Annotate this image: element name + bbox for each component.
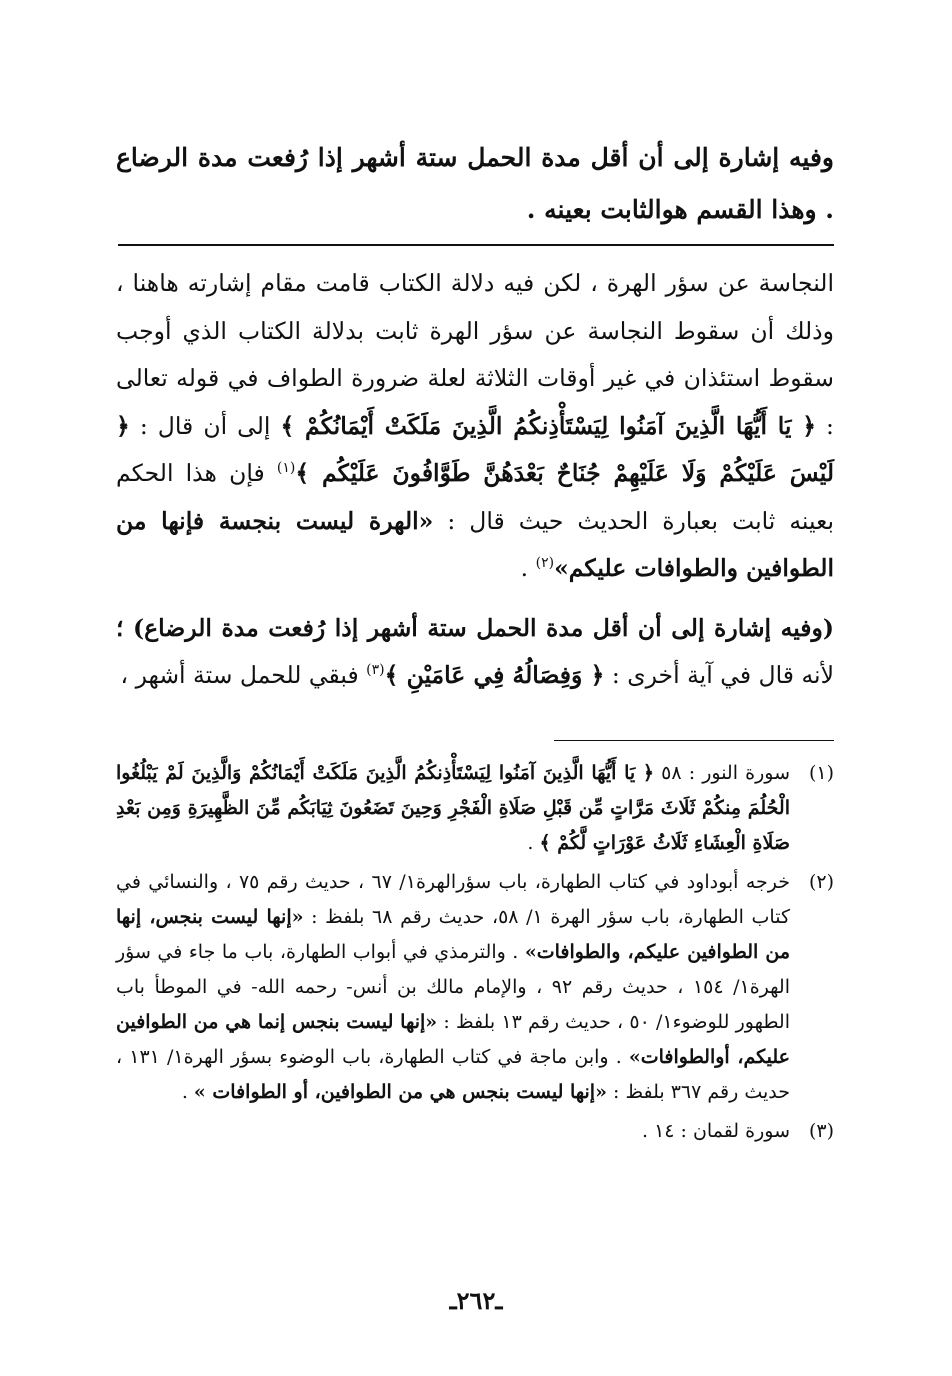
footnote-ref: (١): [276, 460, 296, 477]
hadith-quote: «إنها ليست بنجس إنما هي من الطوافين عليكم، أوالطوافات»: [116, 1011, 790, 1068]
footnote-number: (٢): [808, 871, 834, 893]
footnote-number: (١): [808, 762, 834, 784]
main-text-content: وفيه إشارة إلى أن أقل مدة الحمل ستة أشهر إذا رُفعت مدة الرضاع . وهذا القسم هوالثابت بعينه .: [116, 143, 834, 224]
footnote-text: .: [527, 832, 540, 854]
commentary-text: إلى أن قال :: [129, 411, 281, 440]
commentary-text: فإن هذا الحكم بعينه ثابت بعبارة الحديث حيث قال :: [116, 459, 834, 535]
footnote-text: خرجه أبوداود في كتاب الطهارة، باب سؤرالهرة١/ ٦٧ ، حديث رقم ٧٥ ، والنسائي في كتاب الطهارة، باب سؤر الهرة ١/ ٥٨، حديث رقم ٦٨ بلفظ :: [116, 871, 790, 928]
matn-quote: (وفيه إشارة إلى أن أقل مدة الحمل ستة أشهر إذا رُفعت مدة الرضاع) ؛: [116, 613, 834, 642]
footnote-1: [116, 756, 834, 861]
footnote-2: [116, 865, 834, 1110]
commentary: [116, 260, 834, 700]
commentary-paragraph-1: [116, 260, 834, 593]
quran-verse: ﴿ يَا أَيُّهَا الَّذِينَ آمَنُوا لِيَسْتَأْذِنكُمُ الَّذِينَ مَلَكَتْ أَيْمَانُكُمْ ﴾: [280, 411, 816, 440]
footnote-text: سورة لقمان : ١٤ .: [641, 1120, 790, 1142]
commentary-text: .: [520, 554, 536, 582]
footnote-text: . وابن ماجة في كتاب الطهارة، باب الوضوء بسؤر الهرة١/ ١٣١ ، حديث رقم ٣٦٧ بلفظ :: [116, 1046, 790, 1103]
footnote-text: سورة النور : ٥٨: [654, 762, 790, 784]
commentary-text: فبقي للحمل ستة أشهر ،: [120, 661, 367, 689]
footnote-text: .: [181, 1081, 194, 1103]
text-separator-line: [118, 244, 834, 246]
commentary-text: لأنه قال في آية أخرى :: [604, 661, 834, 689]
quran-verse: ﴿ يَا أَيُّهَا الَّذِينَ آمَنُوا لِيَسْتَأْذِنكُمُ الَّذِينَ مَلَكَتْ أَيْمَانُكُمْ وَالَّذِينَ لَمْ يَبْلُغُوا الْحُلُمَ مِنكُمْ ثَلَاثَ مَرَّاتٍ مِّن قَبْلِ صَلَاةِ الْفَجْرِ وَحِينَ تَضَعُونَ ثِيَابَكُم مِّنَ الظَّهِيرَةِ وَمِن بَعْدِ صَلَاةِ الْعِشَاءِ ثَلَاثُ عَوْرَاتٍ لَّكُمْ ﴾: [116, 762, 790, 854]
main-text: [116, 132, 834, 236]
footnote-number: (٣): [808, 1120, 834, 1142]
footnote-ref: (٢): [535, 555, 555, 572]
commentary-paragraph-2: [116, 605, 834, 700]
quran-verse: ﴿ لَيْسَ عَلَيْكُمْ وَلَا عَلَيْهِمْ جُنَاحٌ بَعْدَهُنَّ طَوَّافُونَ عَلَيْكُم ﴾: [116, 411, 834, 487]
footnotes: [116, 756, 834, 1153]
footnote-3: [116, 1114, 834, 1149]
quran-verse: ﴿ وَفِصَالُهُ فِي عَامَيْنِ ﴾: [384, 661, 605, 689]
footnote-text: . والترمذي في أبواب الطهارة، باب ما جاء في سؤر الهرة١/ ١٥٤ ، حديث رقم ٩٢ ، والإمام مالك بن أنس- رحمه الله- في الموطأ باب الطهور للوضوء١/ ٥٠ ، حديث رقم ١٣ بلفظ :: [116, 941, 790, 1033]
footnote-ref: (٣): [366, 662, 385, 679]
page-number: ـ٢٦٢ـ: [449, 1286, 503, 1315]
commentary-text: النجاسة عن سؤر الهرة ، لكن فيه دلالة الكتاب قامت مقام إشارته هاهنا ، وذلك أن سقوط النجاسة عن سؤر الهرة ثابت بدلالة الكتاب الذي أوجب سقوط استئذان في غير أوقات الثلاثة لعلة ضرورة الطواف في قوله تعالى :: [116, 269, 834, 440]
hadith-quote: «الهرة ليست بنجسة فإنها من الطوافين والطوافات عليكم»: [116, 506, 834, 582]
hadith-quote: «إنها ليست بنجس هي من الطوافين، أو الطوافات »: [193, 1081, 607, 1103]
hadith-quote: «إنها ليست بنجس، إنها من الطوافين عليكم، والطوافات»: [116, 906, 790, 963]
footnote-separator-line: [554, 740, 834, 741]
